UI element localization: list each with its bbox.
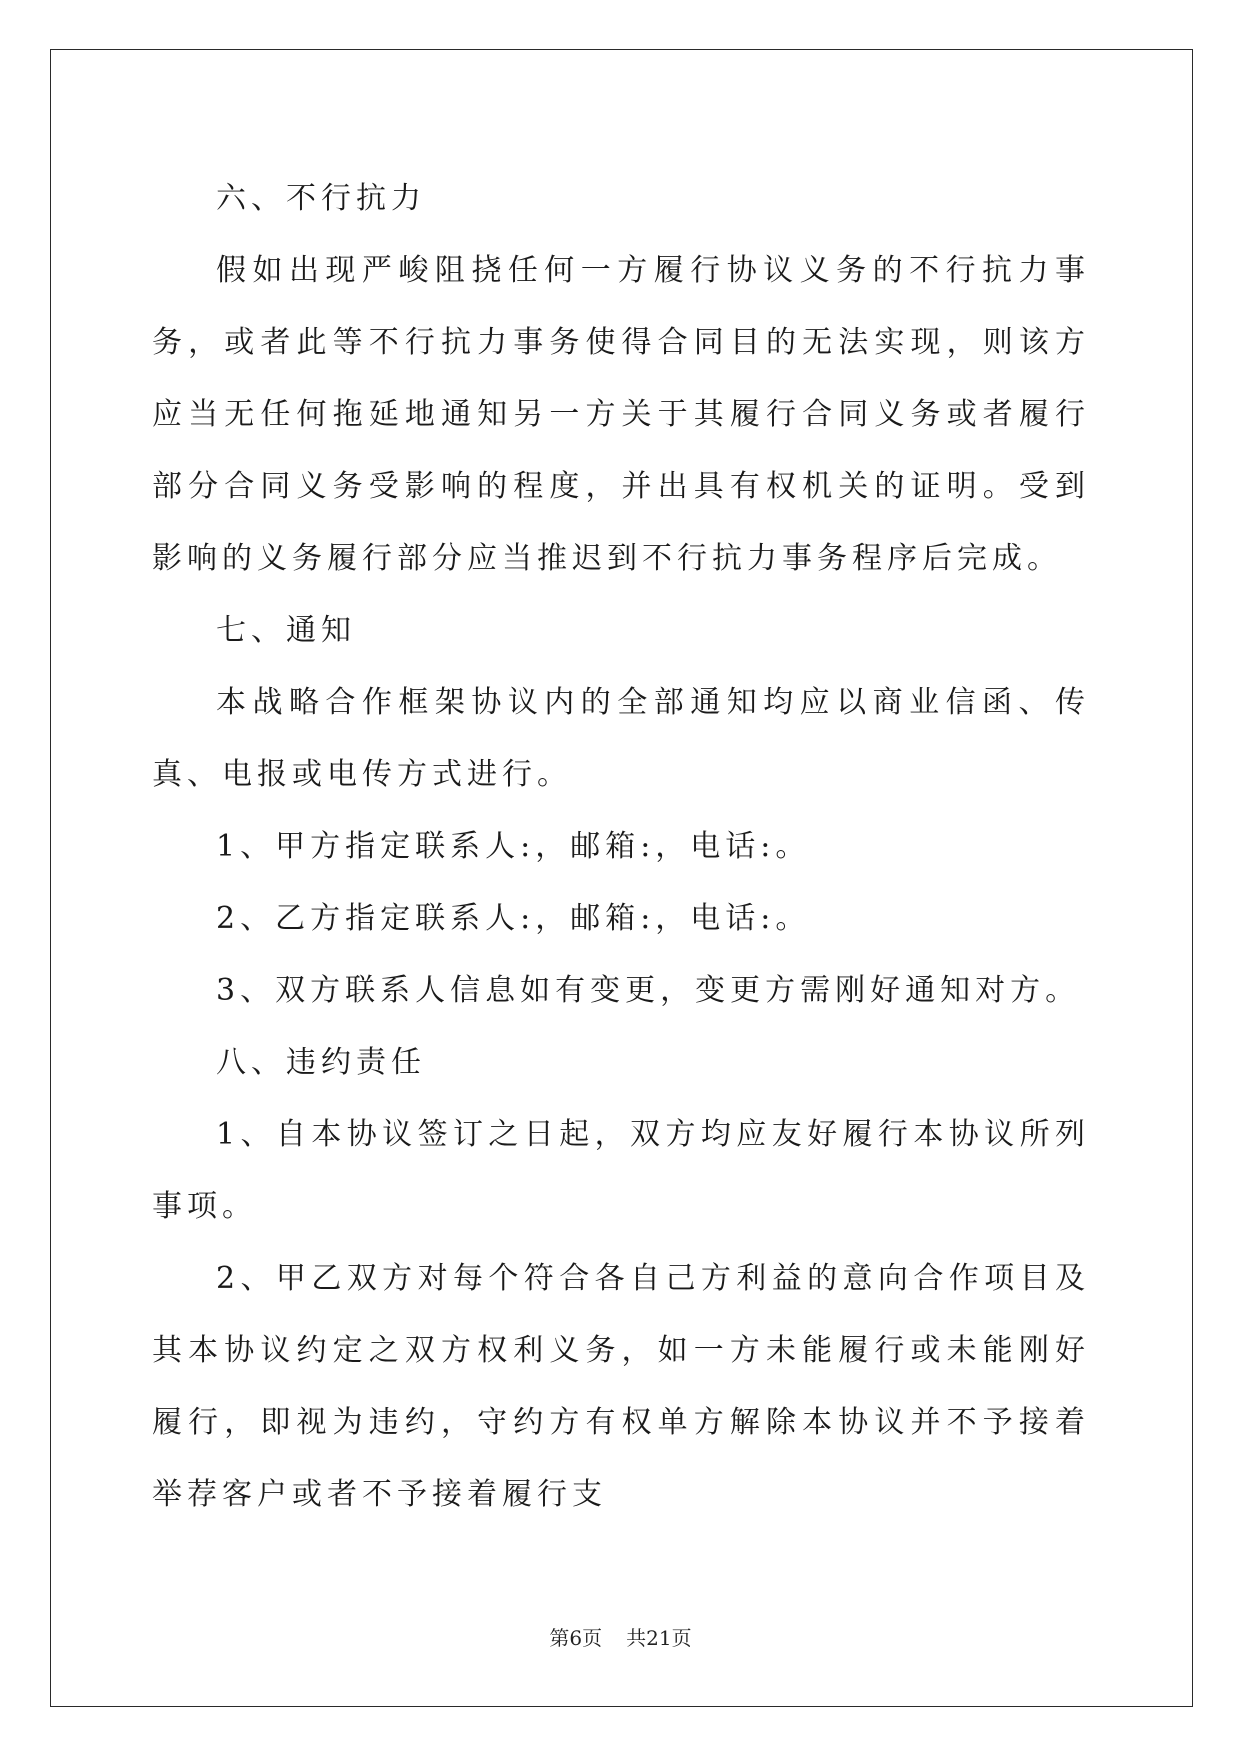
paragraph-contact-change: 3、双方联系人信息如有变更，变更方需刚好通知对方。	[216, 973, 1081, 1008]
paragraph-force-majeure: 假如出现严峻阻挠任何一方履行协议义务的不行抗力事务，或者此等不行抗力事务使得合同目的无法实现，则该方应当无任何拖延地通知另一方关于其履行合同义务或者履行部分合同义务受影响的程度，并出具有权机关的证明。受到影响的义务履行部分应当推迟到不行抗力事务程序后完成。	[152, 253, 1090, 576]
section-heading-force-majeure: 六、不行抗力	[216, 181, 426, 216]
paragraph-notice-methods: 本战略合作框架协议内的全部通知均应以商业信函、传真、电报或电传方式进行。	[152, 685, 1090, 792]
section-heading-notice: 七、通知	[216, 613, 356, 648]
page-footer	[0, 1622, 1241, 1651]
document-body	[152, 163, 1090, 1531]
paragraph-party-b-contact: 2、乙方指定联系人:，邮箱:，电话:。	[216, 901, 811, 936]
paragraph-breach-1: 1、自本协议签订之日起，双方均应友好履行本协议所列事项。	[152, 1117, 1090, 1224]
section-heading-breach: 八、违约责任	[216, 1045, 426, 1080]
paragraph-breach-2: 2、甲乙双方对每个符合各自己方利益的意向合作项目及其本协议约定之双方权利义务，如一方未能履行或未能刚好履行，即视为违约，守约方有权单方解除本协议并不予接着举荐客户或者不予接着履行支	[152, 1261, 1090, 1512]
page-total: 共21页	[626, 1626, 692, 1650]
page-number: 第6页	[549, 1626, 603, 1650]
paragraph-party-a-contact: 1、甲方指定联系人:，邮箱:，电话:。	[216, 829, 811, 864]
